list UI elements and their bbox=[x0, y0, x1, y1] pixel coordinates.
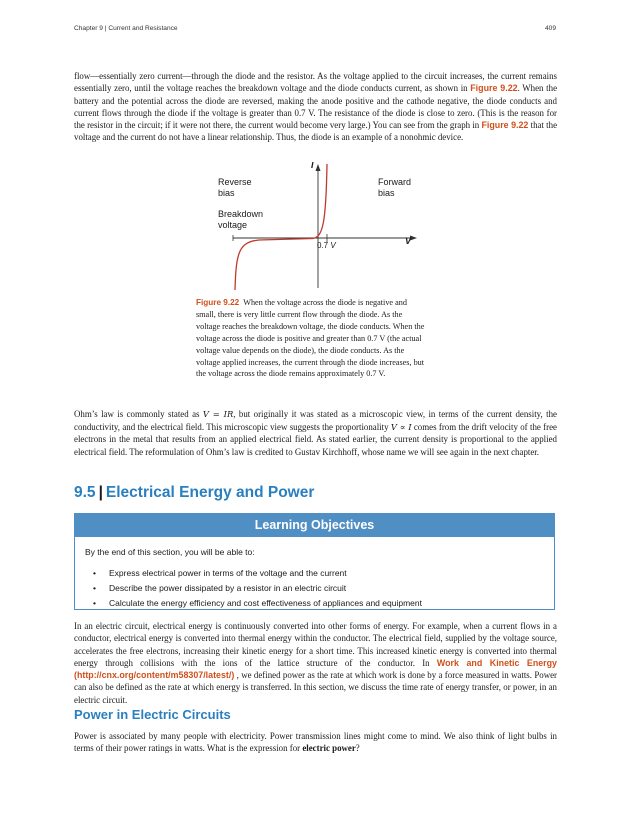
text-span: . When the battery and the potential across the diode are reversed, making the anode positive and the cathode negative, the diode conducts and current flows through the diode if the voltage is greater than 0.7 V. The resistance of the diode is close to zero. (This is the reason for the resistor in the circuit; if it were not there, the current would become very large.) You can see from the graph in bbox=[74, 83, 558, 131]
text-span: that the voltage and the current do not have a linear relationship. Thus, the diode is an example of a nonohmic device. bbox=[74, 120, 558, 143]
subsection-heading: Power in Electric Circuits bbox=[74, 707, 231, 722]
list-item: • Calculate the energy efficiency and cost effectiveness of appliances and equipment bbox=[93, 596, 422, 611]
paragraph-ohms-law bbox=[74, 408, 557, 458]
breakdown-voltage-label: voltage bbox=[218, 220, 248, 230]
paragraph-diode-intro bbox=[74, 70, 557, 144]
reverse-bias-label: Reverse bbox=[218, 177, 252, 187]
threshold-voltage-label bbox=[317, 241, 336, 250]
section-separator: | bbox=[98, 484, 103, 501]
breakdown-voltage-label: Breakdown bbox=[218, 209, 264, 219]
paragraph-power bbox=[74, 730, 557, 755]
text-span: , but originally it was stated as a microscopic view, in terms of the current density, the conductivity, and the electrical field. This microscopic view suggests the proportionality bbox=[74, 409, 557, 432]
learning-objectives-list bbox=[93, 566, 422, 611]
forward-bias-label: Forward bbox=[378, 177, 412, 187]
equation-ohms-law: V = IR bbox=[202, 409, 234, 419]
current-axis-arrow bbox=[316, 164, 321, 171]
threshold-value: 0.7 bbox=[317, 241, 331, 250]
text-span: flow—essentially zero current—through the diode and the resistor. As the voltage applied to the circuit increases, the current remains essentially zero, until the voltage reaches the breakdown voltage and the diode conducts current, as shown in bbox=[74, 71, 557, 94]
running-header-chapter: Chapter 9 | Current and Resistance bbox=[74, 25, 178, 32]
learning-objectives-intro: By the end of this section, you will be able to: bbox=[85, 547, 255, 557]
caption-number: Figure 9.22 bbox=[196, 298, 240, 307]
page-number: 409 bbox=[544, 25, 556, 32]
voltage-axis-label: V bbox=[405, 236, 412, 246]
text-span: , we defined power as the rate at which work is done by a force measured in watts. Power can also be defined as the rate at which energy is transferred. In this section, we discuss the time rate of energy transfer, or power, in an electric circuit. bbox=[74, 670, 557, 705]
text-span: ? bbox=[355, 743, 360, 754]
text-span: Ohm’s law is commonly stated as bbox=[74, 409, 203, 419]
section-number: 9.5 bbox=[74, 484, 96, 501]
learning-objectives-heading: Learning Objectives bbox=[75, 514, 554, 537]
text-span: comes from the drift velocity of the free electrons in the metal that results from an applied electrical field. As stated earlier, the current density is proportional to the applied electrical field. The reformulation of Ohm’s law is credited to Gustav Kirchhoff, whose name we will see again in the next chapter. bbox=[74, 421, 557, 457]
list-item: • Describe the power dissipated by a resistor in an electric circuit bbox=[93, 581, 422, 596]
section-title: Electrical Energy and Power bbox=[105, 484, 315, 501]
list-item: • Express electrical power in terms of the voltage and the current bbox=[93, 566, 422, 581]
text-span: Power is associated by many people with electricity. Power transmission lines might come to mind. We also think of light bulbs in terms of their power ratings in watts. What is the expression for bbox=[74, 731, 557, 754]
section-heading bbox=[74, 484, 314, 502]
work-kinetic-energy-link[interactable]: Work and Kinetic Energy (http://cnx.org/content/m58307/latest/) bbox=[74, 657, 557, 681]
current-axis-label: I bbox=[311, 162, 314, 170]
key-term-electric-power: electric power bbox=[302, 743, 356, 754]
learning-objectives-box bbox=[74, 513, 555, 610]
threshold-unit: V bbox=[330, 241, 336, 250]
text-span: In an electric circuit, electrical energy is continuously converted into other forms of energy. For example, when a current flows in a conductor, electrical energy is converted into thermal energy within the conductor. The electrical field, supplied by the voltage source, accelerates the free electrons, increasing their kinetic energy for a short time. This increased kinetic energy is converted into thermal energy through collisions with the ions of the lattice structure of the conductor. In bbox=[74, 621, 557, 668]
voltage-axis-arrow bbox=[410, 236, 417, 241]
paragraph-electrical-energy bbox=[74, 620, 557, 706]
figure-link[interactable]: Figure 9.22 bbox=[470, 83, 518, 94]
diode-iv-graph bbox=[213, 162, 423, 294]
figure-caption bbox=[196, 297, 428, 380]
figure-link[interactable]: Figure 9.22 bbox=[481, 120, 529, 131]
caption-text: When the voltage across the diode is negative and small, there is very little current flow through the diode. As the voltage reaches the breakdown voltage, the diode conducts. When the voltage across the diode is positive and greater than 0.7 V (the actual voltage value depends on the diode), the diode conducts. As the voltage applied increases, the current through the diode increases, but the voltage across the diode remains approximately 0.7 V. bbox=[196, 298, 425, 379]
reverse-bias-label: bias bbox=[218, 188, 235, 198]
equation-proportionality: V ∝ I bbox=[390, 421, 412, 432]
forward-bias-label: bias bbox=[378, 188, 395, 198]
